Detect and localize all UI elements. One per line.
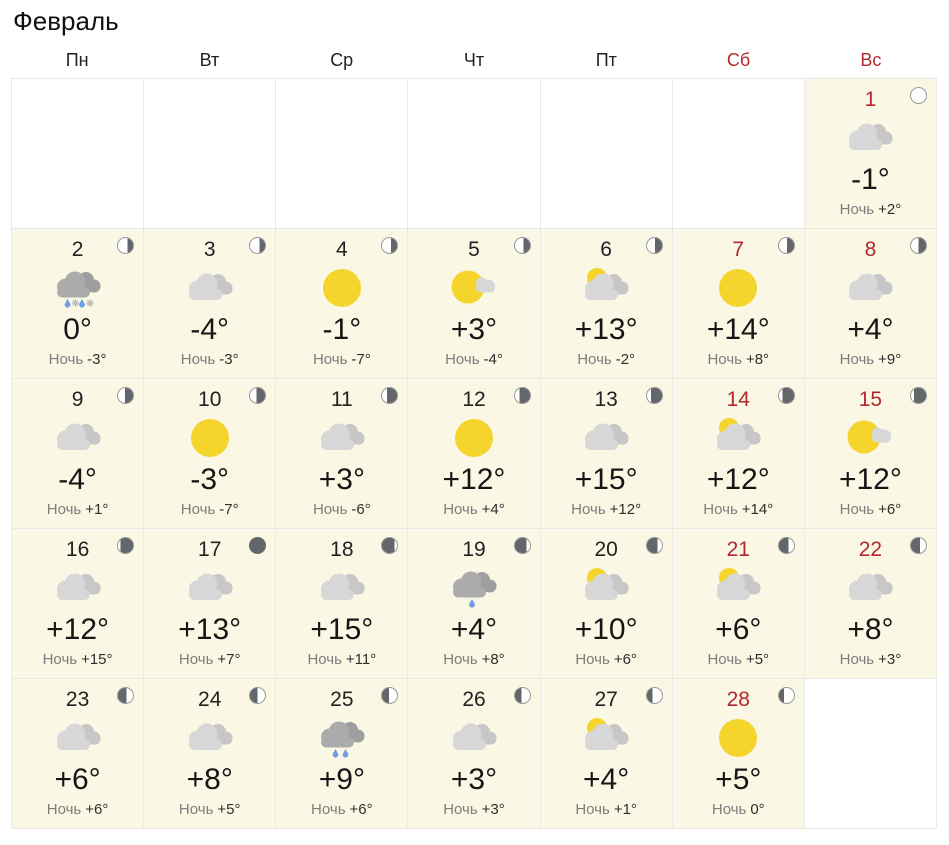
- night-temperature-value: +3°: [878, 650, 902, 668]
- night-temperature-value: +8°: [745, 350, 770, 368]
- day-cell-11[interactable]: [276, 379, 408, 529]
- night-label: Ночь: [711, 800, 747, 818]
- day-temperature: +9°: [318, 762, 365, 796]
- day-number: 8: [864, 238, 877, 262]
- day-temperature: -3°: [190, 462, 230, 496]
- night-temperature: [144, 501, 275, 519]
- day-temperature: +4°: [583, 762, 630, 796]
- night-temperature: [541, 351, 672, 369]
- night-temperature-value: +2°: [878, 200, 902, 218]
- day-temperature: -1°: [851, 162, 890, 196]
- day-temperature: -4°: [190, 312, 230, 346]
- day-cell-8[interactable]: [805, 229, 937, 379]
- weather-icon-sun: [408, 416, 539, 462]
- day-number: 20: [594, 538, 618, 562]
- night-temperature: [12, 351, 143, 369]
- weather-icon-cloud-sun: [541, 266, 672, 312]
- weekday-header-row: [11, 50, 937, 72]
- day-cell-13[interactable]: [541, 379, 673, 529]
- night-temperature: [673, 801, 804, 819]
- night-temperature-value: +6°: [878, 500, 902, 518]
- night-temperature-value: +12°: [609, 500, 642, 518]
- day-cell-14[interactable]: [673, 379, 805, 529]
- night-label: Ночь: [312, 500, 348, 518]
- day-number: 11: [330, 388, 353, 412]
- night-temperature-value: -4°: [483, 350, 503, 368]
- day-cell-10[interactable]: [144, 379, 276, 529]
- empty-cell: [276, 79, 408, 229]
- night-temperature: [144, 351, 275, 369]
- weather-icon-cloud-sun: [541, 716, 672, 762]
- day-number: 13: [594, 388, 618, 412]
- day-number: 15: [858, 388, 883, 412]
- empty-cell: [144, 79, 276, 229]
- night-temperature-value: +15°: [81, 650, 113, 668]
- day-temperature: +12°: [46, 612, 110, 646]
- weather-icon-rain: [276, 716, 407, 762]
- night-label: Ночь: [180, 350, 216, 368]
- day-cell-28[interactable]: [673, 679, 805, 829]
- day-cell-5[interactable]: [408, 229, 540, 379]
- day-temperature: +5°: [715, 762, 762, 796]
- day-cell-2[interactable]: [12, 229, 144, 379]
- night-temperature: [541, 651, 672, 669]
- moon-phase-icon: [514, 387, 531, 404]
- weather-icon-cloudy: [805, 266, 936, 312]
- day-temperature: +10°: [574, 612, 638, 646]
- weather-icon-cloudy: [144, 716, 275, 762]
- day-temperature: +4°: [847, 312, 894, 346]
- weekday-header-fri: Пт: [595, 49, 617, 70]
- night-temperature: [805, 651, 936, 669]
- day-number: 3: [203, 238, 216, 262]
- weekday-header-wed: Ср: [330, 49, 354, 70]
- day-temperature: +15°: [574, 462, 638, 496]
- night-label: Ночь: [575, 650, 610, 668]
- night-label: Ночь: [48, 350, 84, 368]
- night-temperature: [541, 501, 672, 519]
- day-temperature: +8°: [186, 762, 233, 796]
- night-label: Ночь: [839, 650, 875, 668]
- night-label: Ночь: [180, 500, 216, 518]
- weekday-header-sun: Вс: [860, 49, 882, 70]
- day-number: 24: [198, 688, 222, 712]
- weather-icon-cloudy: [12, 566, 143, 612]
- night-temperature: [276, 351, 407, 369]
- day-cell-12[interactable]: [408, 379, 540, 529]
- night-temperature: [408, 651, 539, 669]
- day-temperature: +3°: [450, 312, 498, 346]
- empty-cell: [673, 79, 805, 229]
- weather-icon-sleet: [12, 266, 143, 312]
- day-number: 7: [732, 238, 745, 262]
- day-cell-24[interactable]: [144, 679, 276, 829]
- night-temperature-value: -2°: [615, 350, 636, 368]
- weather-icon-cloudy: [805, 116, 936, 162]
- day-temperature: -4°: [58, 462, 97, 496]
- weather-icon-cloud-sun: [673, 566, 804, 612]
- night-temperature: [144, 651, 275, 669]
- day-cell-1[interactable]: [805, 79, 937, 229]
- night-label: Ночь: [577, 350, 612, 368]
- night-temperature: [408, 501, 539, 519]
- empty-cell: [12, 79, 144, 229]
- night-temperature-value: -7°: [219, 500, 239, 518]
- weather-icon-cloudy: [12, 416, 143, 462]
- night-label: Ночь: [307, 650, 342, 668]
- night-temperature-value: +14°: [741, 500, 774, 518]
- night-temperature-value: +6°: [613, 650, 637, 668]
- day-cell-4[interactable]: [276, 229, 408, 379]
- weather-icon-sun: [673, 716, 804, 762]
- night-label: Ночь: [839, 350, 875, 368]
- day-number: 1: [864, 88, 877, 112]
- day-number: 17: [198, 538, 222, 562]
- day-cell-20[interactable]: [541, 529, 673, 679]
- night-temperature: [12, 651, 143, 669]
- night-temperature: [805, 351, 936, 369]
- night-label: Ночь: [46, 500, 82, 518]
- weather-icon-cloudy: [276, 566, 407, 612]
- weather-icon-cloudy: [276, 416, 407, 462]
- day-number: 18: [330, 538, 354, 562]
- night-temperature-value: +6°: [85, 800, 109, 818]
- night-temperature-value: +5°: [217, 800, 241, 818]
- night-label: Ночь: [571, 500, 606, 518]
- night-label: Ночь: [443, 650, 478, 668]
- night-temperature-value: +7°: [217, 650, 241, 668]
- day-cell-9[interactable]: [12, 379, 144, 529]
- day-temperature: +6°: [54, 762, 101, 796]
- night-temperature-value: +5°: [745, 650, 770, 668]
- day-number: 16: [65, 538, 90, 562]
- night-temperature-value: +3°: [481, 800, 505, 818]
- day-temperature: +12°: [442, 462, 506, 496]
- day-number: 19: [462, 538, 486, 562]
- weather-icon-rain-light: [408, 566, 539, 612]
- day-number: 14: [726, 388, 750, 412]
- night-label: Ночь: [42, 650, 78, 668]
- night-temperature-value: +1°: [613, 800, 637, 818]
- night-label: Ночь: [703, 500, 738, 518]
- weather-icon-cloudy: [144, 566, 275, 612]
- weather-icon-cloudy: [144, 266, 275, 312]
- day-temperature: +6°: [715, 612, 762, 646]
- night-temperature: [805, 501, 936, 519]
- night-temperature: [144, 801, 275, 819]
- night-temperature: [408, 351, 539, 369]
- day-temperature: +13°: [574, 312, 638, 346]
- day-temperature: +12°: [706, 462, 770, 496]
- calendar-grid: [11, 78, 937, 829]
- weekday-header-tue: Вт: [199, 49, 220, 70]
- day-cell-17[interactable]: [144, 529, 276, 679]
- night-temperature: [12, 501, 143, 519]
- night-temperature-value: +4°: [481, 500, 505, 518]
- day-temperature: +14°: [706, 312, 770, 346]
- night-temperature: [276, 651, 407, 669]
- day-cell-22[interactable]: [805, 529, 937, 679]
- weather-icon-cloud-sun: [541, 566, 672, 612]
- day-temperature: 0°: [63, 312, 92, 346]
- moon-phase-icon: [514, 687, 531, 704]
- weather-icon-sun-cloud: [805, 416, 936, 462]
- moon-phase-icon: [514, 537, 531, 554]
- weather-icon-sun-cloud: [408, 266, 539, 312]
- night-temperature: [673, 351, 804, 369]
- night-temperature: [12, 801, 143, 819]
- night-label: Ночь: [46, 800, 82, 818]
- day-cell-25[interactable]: [276, 679, 408, 829]
- weekday-header-mon: Пн: [65, 49, 89, 70]
- night-temperature-value: +1°: [85, 500, 109, 518]
- night-label: Ночь: [178, 800, 214, 818]
- night-temperature-value: -3°: [87, 350, 107, 368]
- day-cell-16[interactable]: [12, 529, 144, 679]
- night-label: Ночь: [312, 350, 348, 368]
- moon-phase-icon: [514, 237, 531, 254]
- weather-icon-cloudy: [408, 716, 539, 762]
- day-temperature: +4°: [450, 612, 498, 646]
- day-number: 22: [858, 538, 883, 562]
- day-cell-19[interactable]: [408, 529, 540, 679]
- night-label: Ночь: [178, 650, 214, 668]
- day-temperature: +3°: [450, 762, 498, 796]
- night-label: Ночь: [311, 800, 346, 818]
- day-cell-26[interactable]: [408, 679, 540, 829]
- day-cell-3[interactable]: [144, 229, 276, 379]
- day-number: 10: [198, 388, 222, 412]
- day-number: 27: [594, 688, 618, 712]
- night-temperature-value: +8°: [481, 650, 505, 668]
- day-cell-23[interactable]: [12, 679, 144, 829]
- night-temperature-value: +6°: [349, 800, 373, 818]
- day-number: 4: [336, 238, 348, 262]
- day-cell-21[interactable]: [673, 529, 805, 679]
- day-number: 21: [726, 538, 750, 562]
- night-temperature: [408, 801, 539, 819]
- day-cell-7[interactable]: [673, 229, 805, 379]
- weather-icon-sun: [144, 416, 275, 462]
- empty-cell: [541, 79, 673, 229]
- day-temperature: +13°: [178, 612, 242, 646]
- night-temperature-value: -6°: [351, 500, 371, 518]
- weather-icon-cloud-sun: [673, 416, 804, 462]
- day-number: 23: [65, 688, 90, 712]
- day-cell-27[interactable]: [541, 679, 673, 829]
- night-temperature-value: -3°: [219, 350, 239, 368]
- weather-icon-cloudy: [805, 566, 936, 612]
- night-label: Ночь: [575, 800, 610, 818]
- night-temperature: [276, 801, 407, 819]
- night-temperature: [673, 651, 804, 669]
- night-temperature: [673, 501, 804, 519]
- weather-icon-cloudy: [12, 716, 143, 762]
- night-label: Ночь: [839, 200, 875, 218]
- night-label: Ночь: [445, 350, 480, 368]
- day-cell-18[interactable]: [276, 529, 408, 679]
- day-cell-6[interactable]: [541, 229, 673, 379]
- day-number: 26: [462, 688, 486, 712]
- day-number: 5: [468, 238, 480, 262]
- day-number: 25: [330, 688, 354, 712]
- night-temperature: [541, 801, 672, 819]
- weekday-header-thu: Чт: [463, 49, 485, 70]
- day-number: 12: [462, 388, 486, 412]
- night-temperature-value: -7°: [351, 350, 371, 368]
- night-label: Ночь: [443, 800, 478, 818]
- day-number: 9: [71, 388, 84, 412]
- page-title: Февраль: [13, 6, 119, 36]
- weekday-header-sat: Сб: [726, 49, 751, 70]
- day-number: 2: [71, 238, 84, 262]
- night-label: Ночь: [707, 650, 742, 668]
- night-temperature-value: +9°: [878, 350, 902, 368]
- day-number: 28: [726, 688, 750, 712]
- night-temperature: [805, 201, 936, 219]
- day-number: 6: [600, 238, 612, 262]
- day-cell-15[interactable]: [805, 379, 937, 529]
- night-temperature-value: 0°: [750, 800, 765, 818]
- night-label: Ночь: [443, 500, 478, 518]
- night-label: Ночь: [707, 350, 742, 368]
- day-temperature: +12°: [838, 462, 902, 496]
- weather-icon-cloudy: [541, 416, 672, 462]
- day-temperature: +3°: [318, 462, 365, 496]
- empty-cell: [408, 79, 540, 229]
- weather-icon-sun: [673, 266, 804, 312]
- night-label: Ночь: [839, 500, 875, 518]
- weather-icon-sun: [276, 266, 407, 312]
- day-temperature: -1°: [322, 312, 362, 346]
- night-temperature-value: +11°: [345, 650, 377, 668]
- night-temperature: [276, 501, 407, 519]
- day-temperature: +8°: [847, 612, 894, 646]
- day-temperature: +15°: [310, 612, 374, 646]
- empty-cell: [805, 679, 937, 829]
